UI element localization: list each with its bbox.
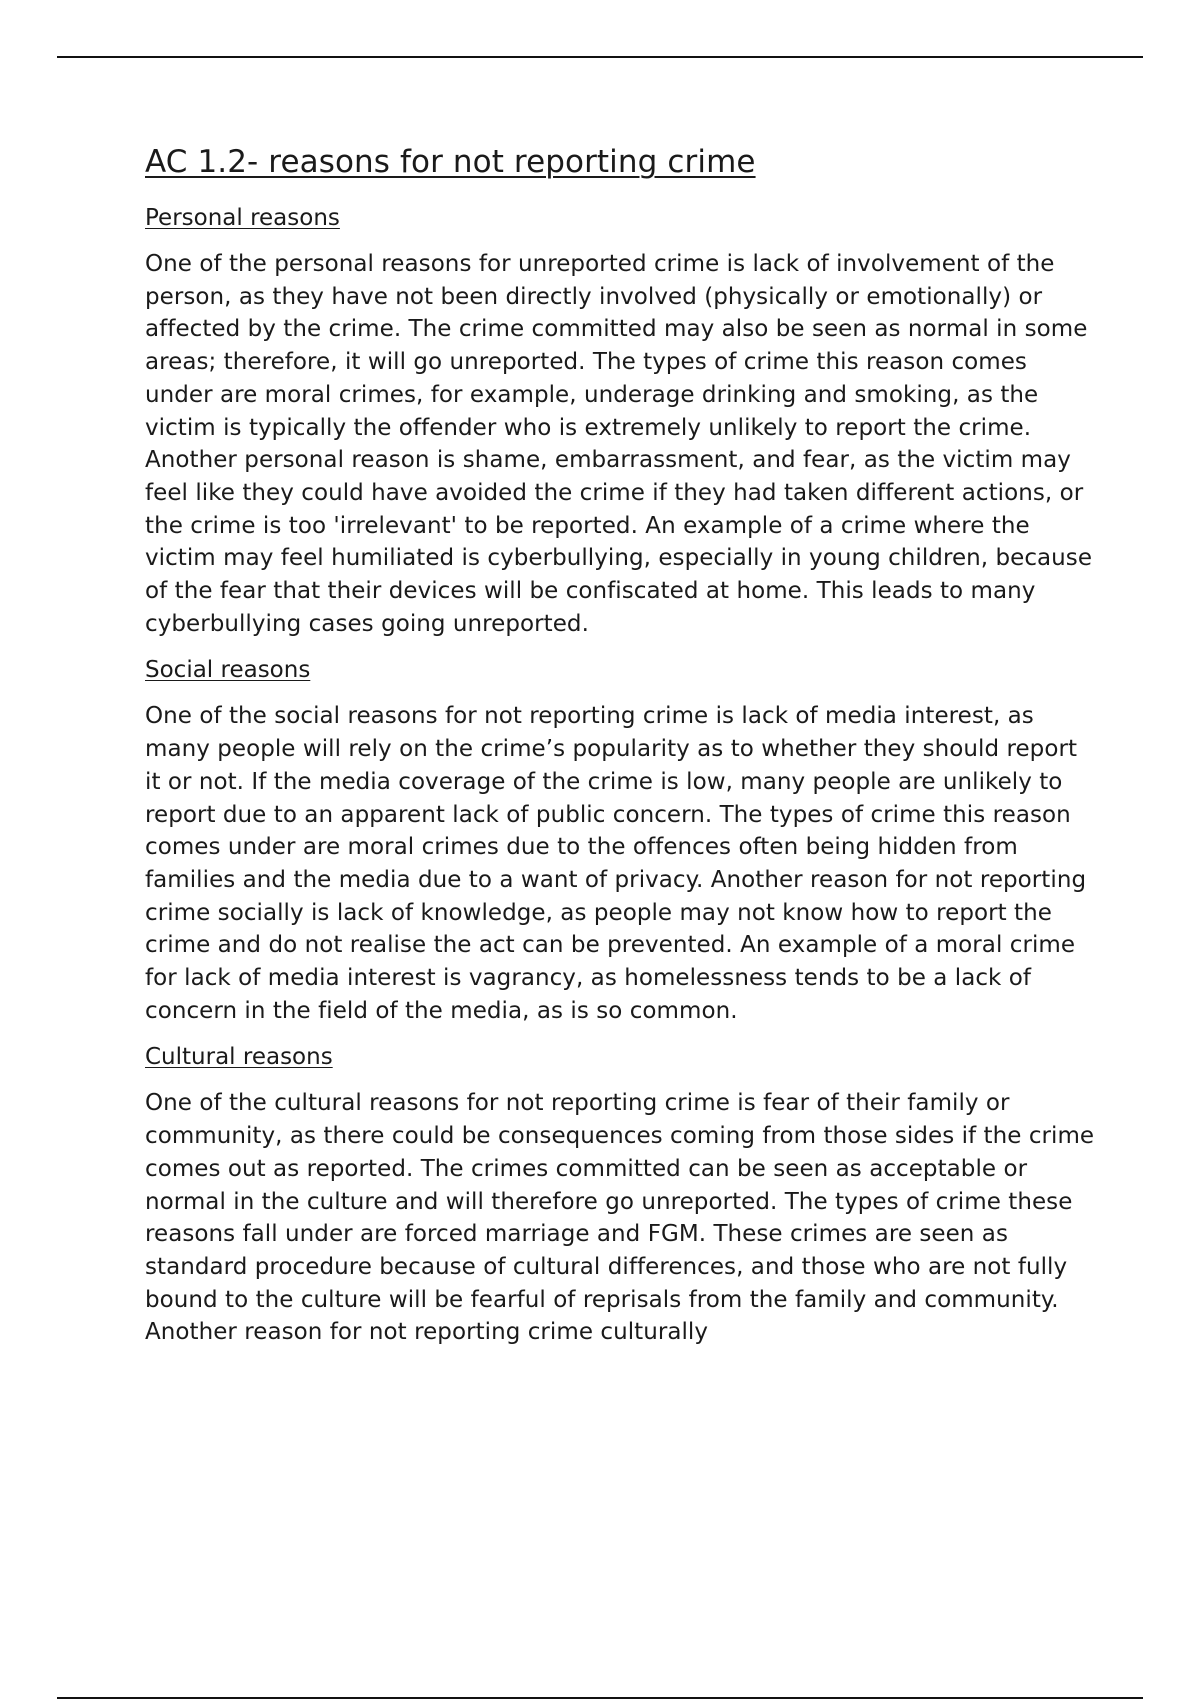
document-title: AC 1.2- reasons for not reporting crime bbox=[145, 144, 756, 180]
section-heading: Social reasons bbox=[145, 657, 311, 684]
section-cultural-reasons bbox=[145, 1041, 1095, 1349]
bottom-divider bbox=[57, 1697, 1143, 1699]
section-body: One of the social reasons for not reporting crime is lack of media interest, as many people will rely on the crime’s popularity as to whether they should report it or not. If the media coverage of the crime is low, many people are unlikely to report due to an apparent lack of public concern. The types of crime this reason comes under are moral crimes due to the offences often being hidden from families and the media due to a want of privacy. Another reason for not reporting crime socially is lack of knowledge, as people may not know how to report the crime and do not realise the act can be prevented. An example of a moral crime for lack of media interest is vagrancy, as homelessness tends to be a lack of concern in the field of the media, as is so common. bbox=[145, 703, 1087, 1024]
document-page bbox=[145, 140, 1095, 1363]
section-personal-reasons bbox=[145, 202, 1095, 640]
section-body: One of the personal reasons for unreported crime is lack of involvement of the person, as they have not been directly involved (physically or emotionally) or affected by the crime. The crime committed may also be seen as normal in some areas; therefore, it will go unreported. The types of crime this reason comes under are moral crimes, for example, underage drinking and smoking, as the victim is typically the offender who is extremely unlikely to report the crime. Another personal reason is shame, embarrassment, and fear, as the victim may feel like they could have avoided the crime if they had taken different actions, or the crime is too 'irrelevant' to be reported. An example of a crime where the victim may feel humiliated is cyberbullying, especially in young children, because of the fear that their devices will be confiscated at home. This leads to many cyberbullying cases going unreported. bbox=[145, 251, 1093, 637]
section-body: One of the cultural reasons for not reporting crime is fear of their family or community, as there could be consequences coming from those sides if the crime comes out as reported. The crimes committed can be seen as acceptable or normal in the culture and will therefore go unreported. The types of crime these reasons fall under are forced marriage and FGM. These crimes are seen as standard procedure because of cultural differences, and those who are not fully bound to the culture will be fearful of reprisals from the family and community. Another reason for not reporting crime culturally bbox=[145, 1090, 1095, 1346]
top-divider bbox=[57, 56, 1143, 58]
section-heading: Cultural reasons bbox=[145, 1044, 333, 1071]
section-heading: Personal reasons bbox=[145, 205, 340, 231]
section-social-reasons bbox=[145, 654, 1095, 1027]
